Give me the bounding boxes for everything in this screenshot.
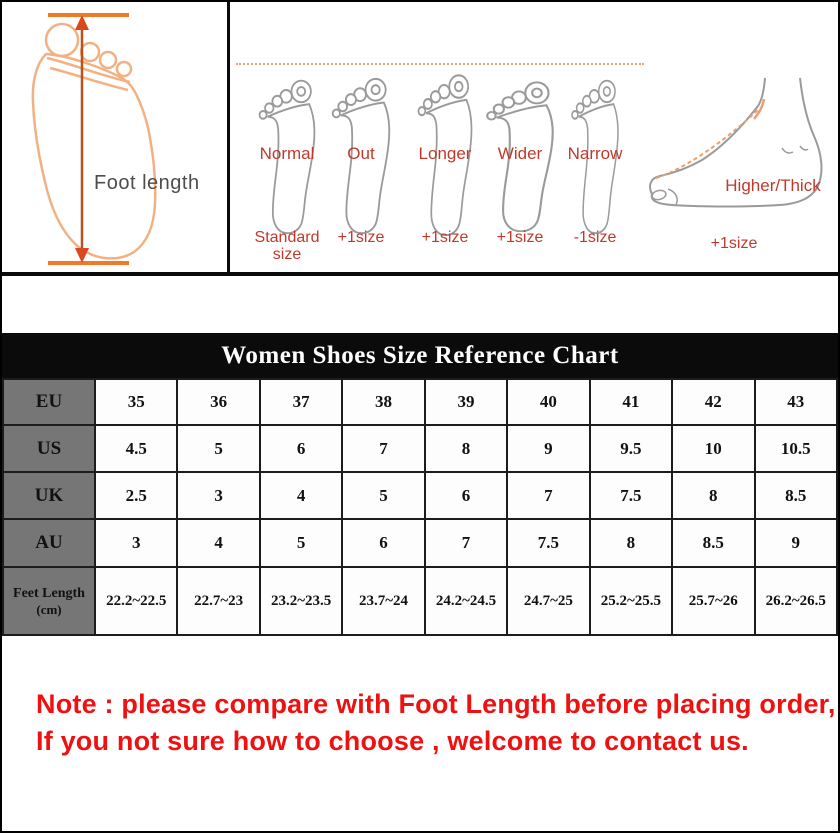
side-foot-type-label: Higher/Thick [725, 176, 821, 195]
size-cell: 22.2~22.5 [95, 567, 177, 635]
table-row [3, 472, 837, 519]
size-cell: 43 [755, 379, 838, 425]
top-section [2, 2, 838, 276]
foot-length-label: Foot length [94, 172, 200, 194]
size-row-label: US [3, 425, 95, 472]
row-label-sub: (cm) [36, 601, 62, 617]
size-cell: 7.5 [507, 519, 589, 567]
size-row-label: AU [3, 519, 95, 567]
size-cell: 10 [672, 425, 754, 472]
size-cell: 6 [425, 472, 507, 519]
size-cell: 42 [672, 379, 754, 425]
foot-measure-panel [2, 2, 230, 272]
size-cell: 7 [342, 425, 424, 472]
size-cell: 24.2~24.5 [425, 567, 507, 635]
instep-dashed-line [656, 108, 760, 178]
foot-size-label: +1size [496, 229, 544, 246]
size-chart-title: Women Shoes Size Reference Chart [2, 333, 838, 378]
size-cell: 5 [342, 472, 424, 519]
foot-type-label: Narrow [567, 144, 623, 163]
foot-type-label: Longer [418, 144, 472, 163]
size-cell: 25.2~25.5 [590, 567, 672, 635]
foot-size-label: Standard size [254, 229, 320, 263]
foot-type-label: Out [347, 144, 375, 163]
size-row-label [3, 567, 95, 635]
side-foot-drawing [642, 74, 832, 232]
size-cell: 2.5 [95, 472, 177, 519]
size-cell: 7 [425, 519, 507, 567]
size-cell: 4 [177, 519, 259, 567]
note-line-2: If you not sure how to choose , welcome to contact us. [36, 726, 749, 756]
size-cell: 25.7~26 [672, 567, 754, 635]
size-cell: 8 [425, 425, 507, 472]
size-cell: 24.7~25 [507, 567, 589, 635]
size-cell: 9 [755, 519, 838, 567]
foot-size-label: +1size [421, 229, 469, 246]
size-row-label: EU [3, 379, 95, 425]
table-row [3, 519, 837, 567]
size-chart-table [2, 378, 838, 636]
row-label-main: Feet Length [13, 585, 85, 601]
size-cell: 40 [507, 379, 589, 425]
note-line-1: Note : please compare with Foot Length before placing order, [36, 689, 836, 719]
size-cell: 9.5 [590, 425, 672, 472]
size-row-label: UK [3, 472, 95, 519]
size-cell: 5 [260, 519, 342, 567]
foot-shape-panel [230, 2, 838, 272]
foot-size-label: -1size [573, 229, 617, 246]
size-cell: 35 [95, 379, 177, 425]
size-cell: 4.5 [95, 425, 177, 472]
size-cell: 7 [507, 472, 589, 519]
table-row [3, 379, 837, 425]
size-cell: 37 [260, 379, 342, 425]
size-cell: 22.7~23 [177, 567, 259, 635]
size-cell: 6 [260, 425, 342, 472]
table-row [3, 567, 837, 635]
size-cell: 5 [177, 425, 259, 472]
size-cell: 6 [342, 519, 424, 567]
size-cell: 23.2~23.5 [260, 567, 342, 635]
size-cell: 4 [260, 472, 342, 519]
size-cell: 3 [177, 472, 259, 519]
foot-type-label: Wider [497, 144, 543, 163]
size-cell: 8 [672, 472, 754, 519]
size-cell: 7.5 [590, 472, 672, 519]
size-cell: 8.5 [672, 519, 754, 567]
foot-type-label: Normal [259, 144, 315, 163]
size-cell: 39 [425, 379, 507, 425]
size-cell: 26.2~26.5 [755, 567, 838, 635]
size-cell: 8.5 [755, 472, 838, 519]
size-cell: 8 [590, 519, 672, 567]
size-cell: 41 [590, 379, 672, 425]
size-cell: 9 [507, 425, 589, 472]
size-cell: 10.5 [755, 425, 838, 472]
table-row [3, 425, 837, 472]
size-cell: 23.7~24 [342, 567, 424, 635]
foot-size-label: +1size [337, 229, 385, 246]
size-cell: 36 [177, 379, 259, 425]
foot-outline-drawing [2, 2, 230, 275]
size-cell: 3 [95, 519, 177, 567]
size-cell: 38 [342, 379, 424, 425]
note-text [36, 686, 836, 760]
side-foot-size-label: +1size [710, 235, 758, 252]
